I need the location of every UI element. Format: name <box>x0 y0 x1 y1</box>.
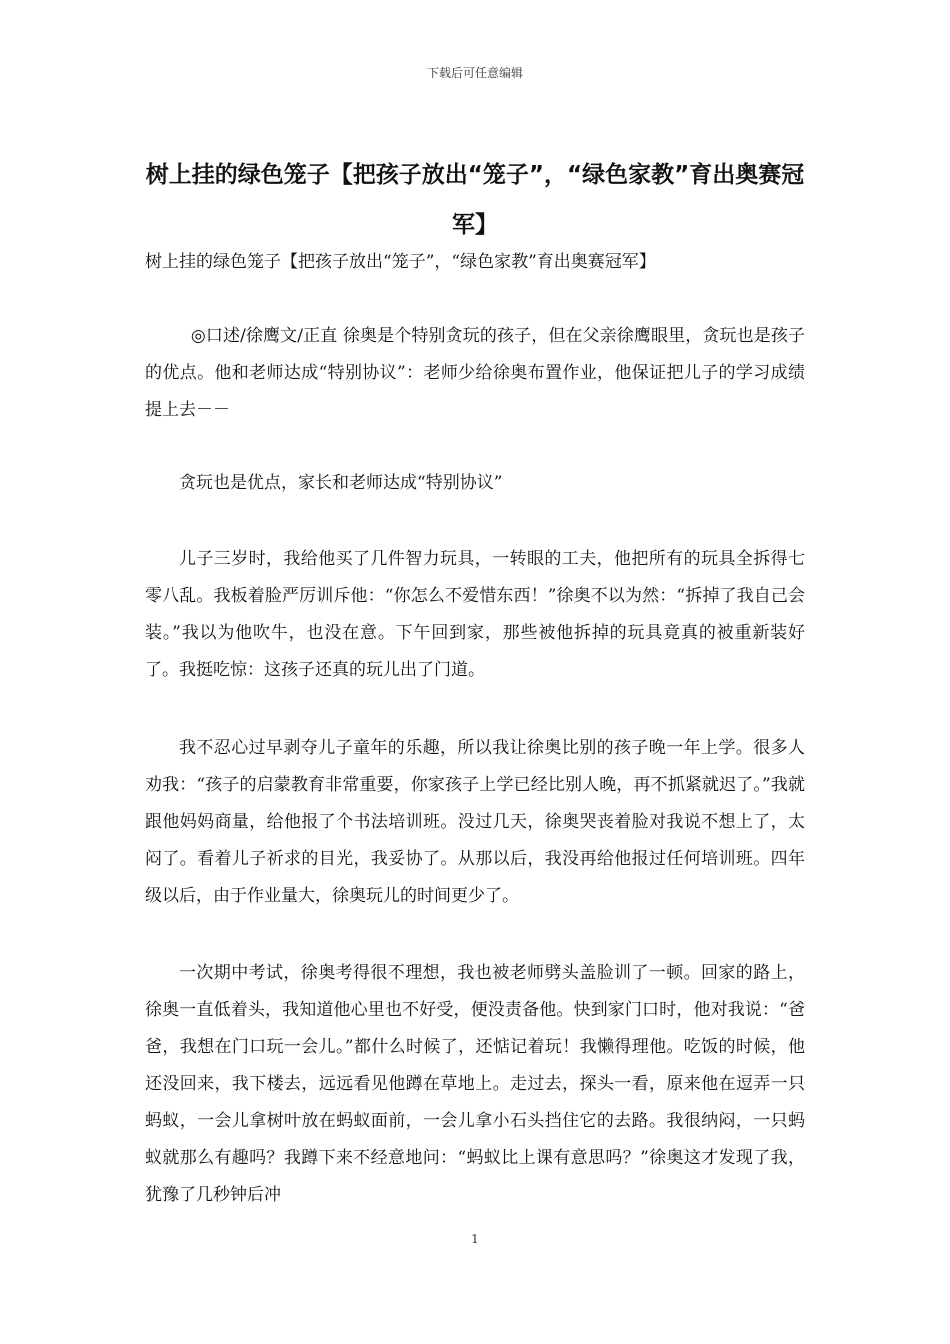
paragraph-byline: ◎口述/徐鹰文/正直 徐奥是个特别贪玩的孩子，但在父亲徐鹰眼里，贪玩也是孩子的优点。他和老师达成“特别协议”：老师少给徐奥布置作业，他保证把儿子的学习成绩提上去－－ <box>145 326 805 420</box>
page-number: 1 <box>471 1232 479 1246</box>
document-subtitle: 树上挂的绿色笼子【把孩子放出“笼子”，“绿色家教”育出奥赛冠军】 <box>145 252 656 272</box>
paragraph: 一次期中考试，徐奥考得很不理想，我也被老师劈头盖脸训了一顿。回家的路上，徐奥一直低着头，我知道他心里也不好受，便没责备他。快到家门口时，他对我说：“爸爸，我想在门口玩一会儿。”都什么时候了，还惦记着玩！我懒得理他。吃饭的时候，他还没回来，我下楼去，远远看见他蹲在草地上。走过去，探头一看，原来他在逗弄一只蚂蚁，一会儿拿树叶放在蚂蚁面前，一会儿拿小石头挡住它的去路。我很纳闷，一只蚂蚁就那么有趣吗？我蹲下来不经意地问：“蚂蚁比上课有意思吗？”徐奥这才发现了我，犹豫了几秒钟后冲 <box>145 963 805 1205</box>
header-note: 下载后可任意编辑 <box>426 66 523 80</box>
paragraph-section-heading: 贪玩也是优点，家长和老师达成“特别协议” <box>179 473 503 493</box>
paragraph: 儿子三岁时，我给他买了几件智力玩具，一转眼的工夫，他把所有的玩具全拆得七零八乱。我板着脸严厉训斥他：“你怎么不爱惜东西！”徐奥不以为然：“拆掉了我自己会装。”我以为他吹牛，也没在意。下午回到家，那些被他拆掉的玩具竟真的被重新装好了。我挺吃惊：这孩子还真的玩儿出了门道。 <box>145 549 805 680</box>
paragraph: 我不忍心过早剥夺儿子童年的乐趣，所以我让徐奥比别的孩子晚一年上学。很多人劝我：“孩子的启蒙教育非常重要，你家孩子上学已经比别人晚，再不抓紧就迟了。”我就跟他妈妈商量，给他报了个书法培训班。没过几天，徐奥哭丧着脸对我说不想上了，太闷了。看着儿子祈求的目光，我妥协了。从那以后，我没再给他报过任何培训班。四年级以后，由于作业量大，徐奥玩儿的时间更少了。 <box>145 738 805 906</box>
document-title: 树上挂的绿色笼子【把孩子放出“笼子”，“绿色家教”育出奥赛冠军】 <box>145 162 805 238</box>
